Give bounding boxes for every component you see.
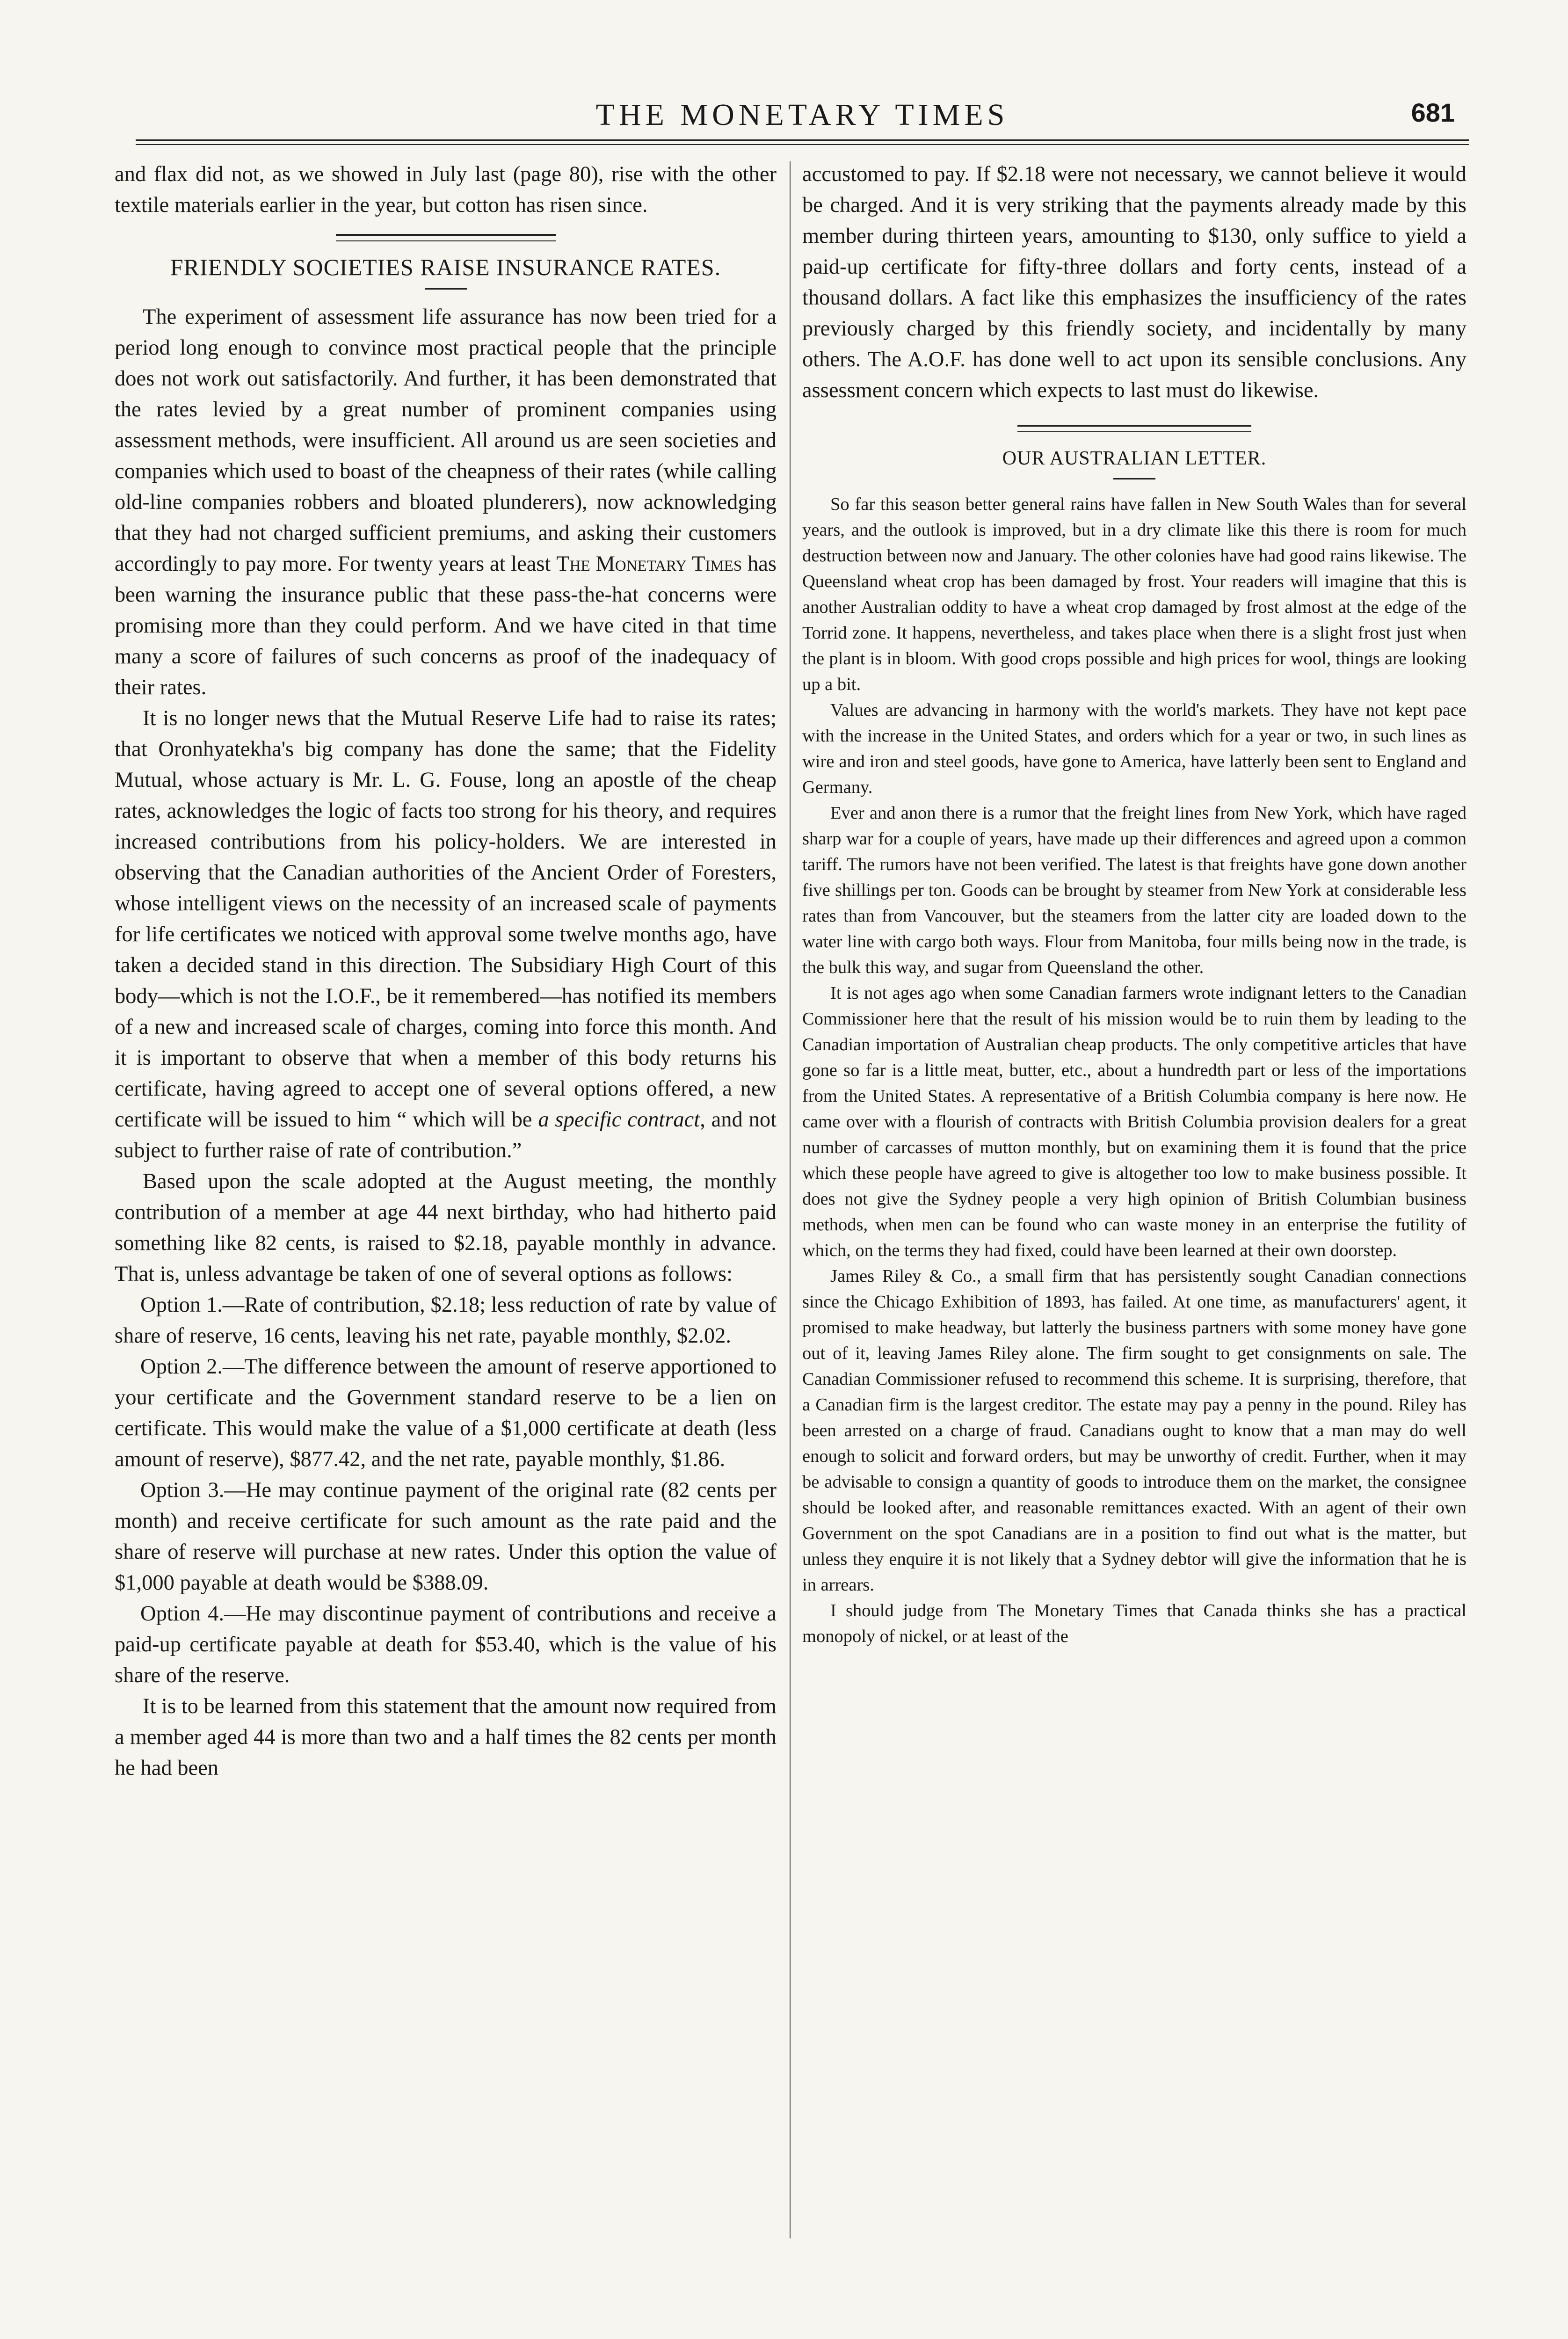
- letter-paragraph: I should judge from The Monetary Times that Canada thinks she has a practical monopoly of nickel, or at least of the: [802, 1601, 1466, 1646]
- left-column: [115, 159, 777, 1784]
- paragraph-text: , and not subject to further raise of rate of contribution.”: [115, 1108, 777, 1162]
- continuation-text: and flax did not, as we showed in July last (page 80), rise with the other textile materials earlier in the year, but cotton has risen since.: [115, 162, 777, 217]
- article-heading: FRIENDLY SOCIETIES RAISE INSURANCE RATES.: [170, 254, 721, 280]
- article-paragraph: [115, 703, 777, 1166]
- paragraph-text: has been warning the insurance public that these pass-the-hat concerns were promising more than they could perform. And we have cited in that time many a score of failures of such concerns as proof of the inadequacy of their rates.: [115, 552, 777, 699]
- column-divider: [790, 161, 791, 2238]
- masthead-rule-bottom: [136, 144, 1469, 145]
- option-paragraph: Option 4.—He may discontinue payment of contributions and receive a paid-up certificate payable at death for $53.40, which is the value of his share of the reserve.: [115, 1602, 777, 1687]
- letter-paragraph: Ever and anon there is a rumor that the freight lines from New York, which have raged sharp war for a couple of years, have made up their differences and agreed upon a common tariff. The rumors have not been verified. The latest is that freights have gone down another five shillings per ton. Goods can be brought by steamer from New York at considerable less rates than from Vancouver, but the steamers from the latter city are loaded down to the water line with cargo both ways. Flour from Manitoba, four mills being now in the trade, is the bulk this way, and sugar from Queensland the other.: [802, 803, 1466, 977]
- paper-name: The Monetary Times: [556, 552, 742, 576]
- italic-phrase: a specific contract: [538, 1108, 700, 1132]
- option-paragraph: Option 3.—He may continue payment of the original rate (82 cents per month) and receive certificate for such amount as the rate paid and the share of reserve will purchase at new rates. Under this option the value of $1,000 payable at death would be $388.09.: [115, 1478, 777, 1595]
- continuation-text: accustomed to pay. If $2.18 were not necessary, we cannot believe it would be charged. And it is very striking that the payments already made by this member during thirteen years, amounting to $130, only suffice to yield a paid-up certificate for fifty-three dollars and forty cents, instead of a thousand dollars. A fact like this emphasizes the insufficiency of the rates previously charged by this friendly society, and incidentally by many others. The A.O.F. has done well to act upon its sensible conclusions. Any assessment concern which expects to last must do likewise.: [802, 162, 1466, 402]
- page-number: 681: [1411, 98, 1455, 127]
- article-paragraph: It is to be learned from this statement that the amount now required from a member aged 44 is more than two and a half times the 82 cents per month he had been: [115, 1694, 777, 1780]
- letter-paragraph: So far this season better general rains have fallen in New South Wales than for several years, and the outlook is improved, but in a dry climate like this there is room for much destruction between now and January. The other colonies have had good rains likewise. The Queensland wheat crop has been damaged by frost. Your readers will imagine that this is another Australian oddity to have a wheat crop damaged by frost almost at the edge of the Torrid zone. It happens, nevertheless, and takes place when there is a slight frost just when the plant is in bloom. With good crops possible and high prices for wool, things are looking up a bit.: [802, 494, 1466, 694]
- article-paragraph: Based upon the scale adopted at the August meeting, the monthly contribution of a member at age 44 next birthday, who had hitherto paid something like 82 cents, is raised to $2.18, payable monthly in advance. That is, unless advantage be taken of one of several options as follows:: [115, 1170, 777, 1286]
- option-paragraph: Option 1.—Rate of contribution, $2.18; less reduction of rate by value of share of reserve, 16 cents, leaving his net rate, payable monthly, $2.02.: [115, 1293, 777, 1348]
- heading-rule: [1113, 478, 1155, 479]
- right-column: [802, 159, 1466, 1649]
- masthead-title: THE MONETARY TIMES: [595, 98, 1009, 132]
- article-paragraph: [115, 302, 777, 703]
- section-divider: [1017, 425, 1251, 432]
- masthead-rule-top: [136, 139, 1469, 141]
- letter-body: [802, 492, 1466, 1649]
- option-paragraph: Option 2.—The difference between the amount of reserve apportioned to your certificate and the Government standard reserve to be a lien on certificate. This would make the value of a $1,000 certificate at death (less amount of reserve), $877.42, and the net rate, payable monthly, $1.86.: [115, 1355, 777, 1471]
- paragraph-text: It is no longer news that the Mutual Reserve Life had to raise its rates; that Oronhyatekha's big company has done the same; that the Fidelity Mutual, whose actuary is Mr. L. G. Fouse, long an apostle of the cheap rates, acknowledges the logic of facts too strong for his theory, and requires increased contributions from his policy-holders. We are interested in observing that the Canadian authorities of the Ancient Order of Foresters, whose intelligent views on the necessity of an increased scale of payments for life certificates we noticed with approval some twelve months ago, have taken a decided stand in this direction. The Subsidiary High Court of this body—which is not the I.O.F., be it remembered—has notified its members of a new and increased scale of charges, coming into force this month. And it is important to observe that when a member of this body returns his certificate, having agreed to accept one of several options offered, a new certificate will be issued to him “ which will be: [115, 706, 777, 1132]
- letter-paragraph: James Riley & Co., a small firm that has persistently sought Canadian connections since the Chicago Exhibition of 1893, has failed. At one time, as manufacturers' agent, it promised to make headway, but latterly the business partners with some money have gone out of it, leaving James Riley alone. The firm sought to get consignments on sale. The Canadian Commissioner refused to recommend this scheme. It is surprising, therefore, that a Canadian firm is the largest creditor. The estate may pay a penny in the pound. Riley has been arrested on a charge of fraud. Canadians ought to know that a man may do well enough to solicit and forward orders, but may be unworthy of credit. Further, when it may be advisable to consign a quantity of goods to introduce them on the market, the consignee should be looked after, and reasonable remittances exacted. With an agent of their own Government on the spot Canadians are in a position to find out what is the matter, but unless they enquire it is not likely that a Sydney debtor will give the information that he is in arrears.: [802, 1266, 1466, 1595]
- paragraph-text: The experiment of assessment life assurance has now been tried for a period long enough to convince most practical people that the principle does not work out satisfactorily. And further, it has been demonstrated that the rates levied by a great number of prominent companies using assessment methods, were insufficient. All around us are seen societies and companies which used to boast of the cheapness of their rates (while calling old-line companies robbers and bloated plunderers), now acknowledging that they had not charged sufficient premiums, and asking their customers accordingly to pay more. For twenty years at least: [115, 305, 777, 576]
- letter-paragraph: Values are advancing in harmony with the world's markets. They have not kept pace with the increase in the United States, and orders which for a year or two, in such lines as wire and iron and steel goods, have gone to America, have latterly been sent to England and Germany.: [802, 700, 1466, 797]
- section-divider: [336, 234, 556, 241]
- masthead: [136, 94, 1469, 145]
- article-heading: OUR AUSTRALIAN LETTER.: [1002, 448, 1267, 469]
- heading-rule: [425, 288, 467, 290]
- letter-paragraph: It is not ages ago when some Canadian farmers wrote indignant letters to the Canadian Commissioner here that the result of his mission would be to ruin them by leading to the Canadian importation of Australian cheap products. The only competitive articles that have gone so far is a little meat, butter, etc., about a hundredth part or less of the importations from the United States. A representative of a British Columbia company is here now. He came over with a flourish of contracts with British Columbia provision dealers for a great number of carcasses of mutton monthly, but on examining them it is found that the price which these people have agreed to give is altogether too low to make business possible. It does not give the Sydney people a very high opinion of British Columbian business methods, when men can be found who can waste money in an enterprise the futility of which, on the terms they had fixed, could have been learned at their own doorstep.: [802, 983, 1466, 1260]
